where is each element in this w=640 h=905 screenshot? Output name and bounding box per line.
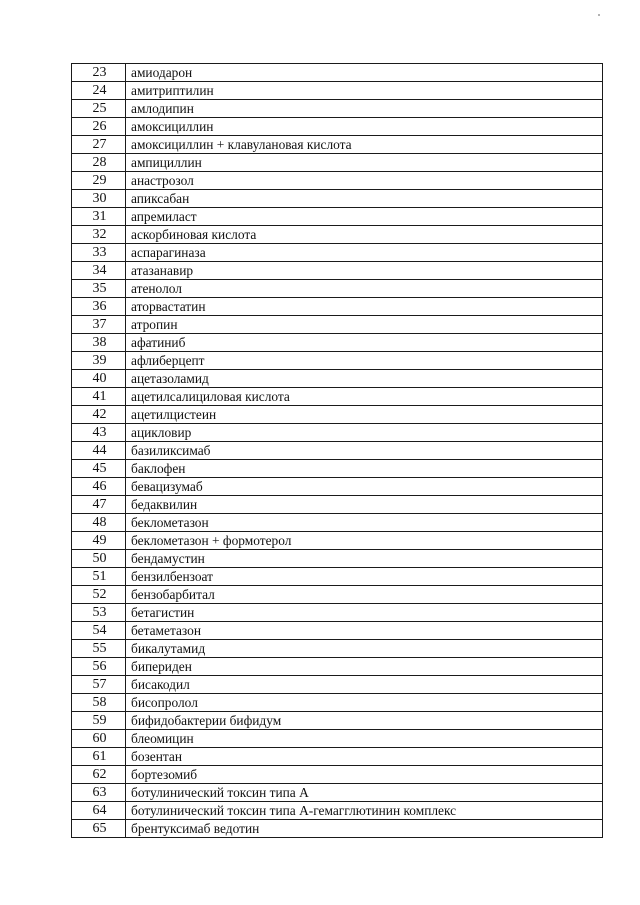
table-row: [72, 190, 603, 208]
table-row: [72, 514, 603, 532]
table-row: [72, 280, 603, 298]
row-number: 31: [72, 208, 126, 226]
table-row: [72, 748, 603, 766]
row-number: 57: [72, 676, 126, 694]
drug-name: амлодипин: [126, 100, 603, 118]
row-number: 43: [72, 424, 126, 442]
table-row: [72, 550, 603, 568]
drug-name: ацетилцистеин: [126, 406, 603, 424]
row-number: 52: [72, 586, 126, 604]
drug-name: амоксициллин + клавулановая кислота: [126, 136, 603, 154]
row-number: 41: [72, 388, 126, 406]
table-row: [72, 730, 603, 748]
drug-name: ацетилсалициловая кислота: [126, 388, 603, 406]
row-number: 59: [72, 712, 126, 730]
drug-name: анастрозол: [126, 172, 603, 190]
row-number: 39: [72, 352, 126, 370]
row-number: 27: [72, 136, 126, 154]
table-row: [72, 622, 603, 640]
row-number: 38: [72, 334, 126, 352]
row-number: 23: [72, 64, 126, 82]
table-row: [72, 658, 603, 676]
table-row: [72, 694, 603, 712]
drug-name: бетагистин: [126, 604, 603, 622]
table-row: [72, 82, 603, 100]
row-number: 60: [72, 730, 126, 748]
drug-name: апремиласт: [126, 208, 603, 226]
drug-name: беклометазон: [126, 514, 603, 532]
row-number: 47: [72, 496, 126, 514]
table-row: [72, 352, 603, 370]
drug-name: бевацизумаб: [126, 478, 603, 496]
row-number: 25: [72, 100, 126, 118]
drug-name: бисопролол: [126, 694, 603, 712]
row-number: 51: [72, 568, 126, 586]
row-number: 33: [72, 244, 126, 262]
drug-name: ботулинический токсин типа А: [126, 784, 603, 802]
drug-name: амоксициллин: [126, 118, 603, 136]
drug-name: бифидобактерии бифидум: [126, 712, 603, 730]
table-row: [72, 388, 603, 406]
row-number: 61: [72, 748, 126, 766]
row-number: 29: [72, 172, 126, 190]
drug-name: афлиберцепт: [126, 352, 603, 370]
table-row: [72, 586, 603, 604]
row-number: 53: [72, 604, 126, 622]
drug-name: атазанавир: [126, 262, 603, 280]
drug-name: бозентан: [126, 748, 603, 766]
table-row: [72, 136, 603, 154]
table-row: [72, 208, 603, 226]
row-number: 42: [72, 406, 126, 424]
table-row: [72, 460, 603, 478]
drug-name: бортезомиб: [126, 766, 603, 784]
drug-name: бипериден: [126, 658, 603, 676]
row-number: 64: [72, 802, 126, 820]
row-number: 44: [72, 442, 126, 460]
drug-name: бисакодил: [126, 676, 603, 694]
drug-name: беклометазон + формотерол: [126, 532, 603, 550]
drug-name: аспарагиназа: [126, 244, 603, 262]
row-number: 40: [72, 370, 126, 388]
drug-name: амитриптилин: [126, 82, 603, 100]
row-number: 32: [72, 226, 126, 244]
table-row: [72, 766, 603, 784]
row-number: 49: [72, 532, 126, 550]
table-row: [72, 478, 603, 496]
scan-dot-mark: [598, 14, 600, 16]
row-number: 35: [72, 280, 126, 298]
row-number: 30: [72, 190, 126, 208]
table-row: [72, 118, 603, 136]
drug-name: базиликсимаб: [126, 442, 603, 460]
row-number: 62: [72, 766, 126, 784]
drug-name: блеомицин: [126, 730, 603, 748]
drug-list-body: [72, 64, 603, 838]
row-number: 28: [72, 154, 126, 172]
drug-name: бензилбензоат: [126, 568, 603, 586]
row-number: 63: [72, 784, 126, 802]
table-row: [72, 64, 603, 82]
row-number: 48: [72, 514, 126, 532]
table-row: [72, 226, 603, 244]
table-row: [72, 424, 603, 442]
table-row: [72, 496, 603, 514]
row-number: 46: [72, 478, 126, 496]
row-number: 24: [72, 82, 126, 100]
table-row: [72, 712, 603, 730]
drug-name: бендамустин: [126, 550, 603, 568]
table-row: [72, 406, 603, 424]
table-row: [72, 820, 603, 838]
table-row: [72, 100, 603, 118]
table-row: [72, 298, 603, 316]
drug-name: бетаметазон: [126, 622, 603, 640]
row-number: 36: [72, 298, 126, 316]
drug-name: бедаквилин: [126, 496, 603, 514]
table-row: [72, 604, 603, 622]
drug-name: бикалутамид: [126, 640, 603, 658]
drug-list-table: [71, 63, 603, 838]
table-row: [72, 316, 603, 334]
row-number: 37: [72, 316, 126, 334]
table-row: [72, 532, 603, 550]
row-number: 65: [72, 820, 126, 838]
drug-name: ацетазоламид: [126, 370, 603, 388]
row-number: 26: [72, 118, 126, 136]
table-row: [72, 154, 603, 172]
table-row: [72, 244, 603, 262]
table-row: [72, 172, 603, 190]
table-row: [72, 568, 603, 586]
row-number: 34: [72, 262, 126, 280]
table-row: [72, 640, 603, 658]
drug-name: ампициллин: [126, 154, 603, 172]
drug-name: аторвастатин: [126, 298, 603, 316]
table-row: [72, 370, 603, 388]
drug-name: апиксабан: [126, 190, 603, 208]
drug-name: аскорбиновая кислота: [126, 226, 603, 244]
drug-name: бензобарбитал: [126, 586, 603, 604]
row-number: 54: [72, 622, 126, 640]
drug-name: ацикловир: [126, 424, 603, 442]
table-row: [72, 334, 603, 352]
drug-name: афатиниб: [126, 334, 603, 352]
row-number: 58: [72, 694, 126, 712]
table-row: [72, 802, 603, 820]
row-number: 55: [72, 640, 126, 658]
row-number: 56: [72, 658, 126, 676]
drug-name: амиодарон: [126, 64, 603, 82]
drug-name: атропин: [126, 316, 603, 334]
drug-name: брентуксимаб ведотин: [126, 820, 603, 838]
table-row: [72, 784, 603, 802]
drug-name: атенолол: [126, 280, 603, 298]
table-row: [72, 442, 603, 460]
table-row: [72, 262, 603, 280]
row-number: 45: [72, 460, 126, 478]
drug-name: баклофен: [126, 460, 603, 478]
row-number: 50: [72, 550, 126, 568]
drug-name: ботулинический токсин типа А-гемагглютинин комплекс: [126, 802, 603, 820]
table-row: [72, 676, 603, 694]
